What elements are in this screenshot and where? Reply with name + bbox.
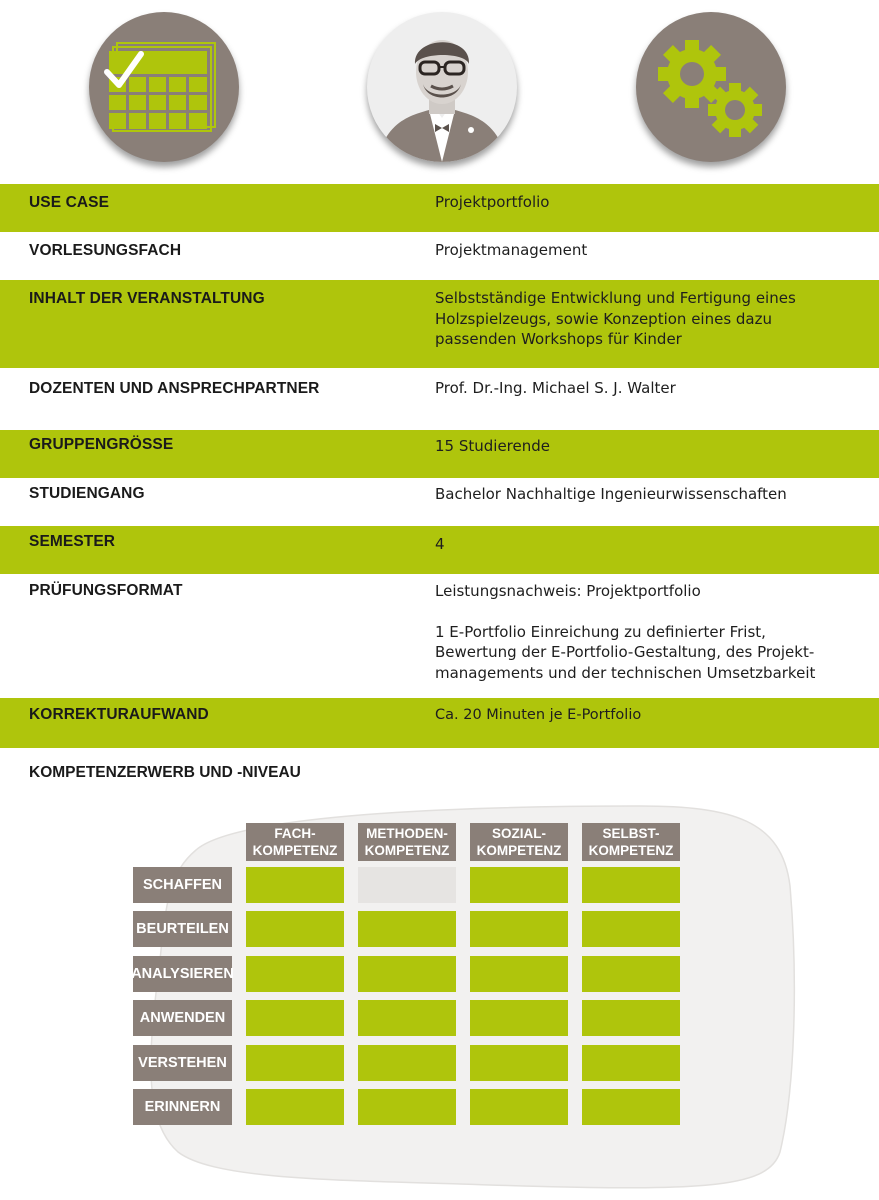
column-header <box>470 823 568 861</box>
matrix-cell-active <box>470 1000 568 1036</box>
matrix-cell-active <box>582 911 680 947</box>
label-vorlesungsfach: VORLESUNGSFACH <box>29 242 182 259</box>
value-gruppengroesse: 15 Studierende <box>435 437 551 455</box>
pruefungsformat-line: Bewertung der E-Portfolio-Gestaltung, des Projekt- <box>435 643 815 661</box>
matrix-cell-active <box>246 1045 344 1081</box>
matrix-cell-active <box>470 956 568 992</box>
competence-title: KOMPETENZERWERB UND -NIVEAU <box>29 764 301 781</box>
value-use-case: Projektportfolio <box>435 193 550 211</box>
matrix-cell-active <box>470 867 568 903</box>
matrix-cell-active <box>582 867 680 903</box>
value-studiengang: Bachelor Nachhaltige Ingenieurwissenschaften <box>435 485 787 503</box>
column-header-line: FACH- <box>274 826 316 841</box>
matrix-cell-active <box>246 1000 344 1036</box>
label-use-case: USE CASE <box>29 194 110 211</box>
pruefungsformat-line: Leistungsnachweis: Projektportfolio <box>435 582 701 600</box>
inhalt-line: passenden Workshops für Kinder <box>435 330 682 348</box>
label-gruppengroesse: GRUPPENGRÖSSE <box>29 436 174 453</box>
matrix-cell-active <box>246 867 344 903</box>
column-header <box>582 823 680 861</box>
pruefungsformat-line: managements und der technischen Umsetzbarkeit <box>435 663 816 682</box>
value-semester: 4 <box>435 535 445 553</box>
row-header: ANALYSIEREN <box>133 956 232 992</box>
column-header-line: SELBST- <box>602 826 660 841</box>
matrix-cell-active <box>358 1045 456 1081</box>
matrix-cell-active <box>582 1045 680 1081</box>
row-header: VERSTEHEN <box>133 1045 232 1081</box>
column-header-line: KOMPETENZ <box>364 843 450 858</box>
label-semester: SEMESTER <box>29 533 116 550</box>
column-header-line: KOMPETENZ <box>252 843 338 858</box>
column-header <box>358 823 456 861</box>
matrix-cell-active <box>582 1089 680 1125</box>
inhalt-line: Holzspielzeugs, sowie Konzeption eines dazu <box>435 309 773 328</box>
matrix-cell-active <box>246 1089 344 1125</box>
label-korrekturaufwand: KORREKTURAUFWAND <box>29 706 209 723</box>
matrix-cell-active <box>358 956 456 992</box>
matrix-cell-active <box>358 1089 456 1125</box>
matrix-cell-active <box>470 911 568 947</box>
column-header-line: KOMPETENZ <box>588 843 674 858</box>
column-header <box>246 823 344 861</box>
matrix-cell-active <box>246 956 344 992</box>
pruefungsformat-line: 1 E-Portfolio Einreichung zu definierter Frist, <box>435 622 766 641</box>
matrix-cell-active <box>358 911 456 947</box>
label-inhalt: INHALT DER VERANSTALTUNG <box>29 290 265 307</box>
row-header: SCHAFFEN <box>133 867 232 903</box>
value-dozenten: Prof. Dr.-Ing. Michael S. J. Walter <box>435 379 676 397</box>
column-header-line: METHODEN- <box>366 826 448 841</box>
column-header-line: SOZIAL- <box>492 826 546 841</box>
column-header-line: KOMPETENZ <box>476 843 562 858</box>
inhalt-line: Selbstständige Entwicklung und Fertigung eines <box>435 289 796 307</box>
row-header: ANWENDEN <box>133 1000 232 1036</box>
matrix-cell-active <box>246 911 344 947</box>
matrix-cell-active <box>582 956 680 992</box>
matrix-cell-active <box>470 1089 568 1125</box>
matrix-cell-active <box>582 1000 680 1036</box>
matrix-cell-active <box>470 1045 568 1081</box>
label-pruefungsformat: PRÜFUNGSFORMAT <box>29 582 183 599</box>
row-header: BEURTEILEN <box>133 911 232 947</box>
matrix-cell-inactive <box>358 867 456 903</box>
matrix-cell-active <box>358 1000 456 1036</box>
label-studiengang: STUDIENGANG <box>29 485 145 502</box>
value-korrekturaufwand: Ca. 20 Minuten je E-Portfolio <box>435 707 642 723</box>
value-vorlesungsfach: Projektmanagement <box>435 241 588 259</box>
row-header: ERINNERN <box>133 1089 232 1125</box>
label-dozenten: DOZENTEN UND ANSPRECHPARTNER <box>29 380 320 397</box>
